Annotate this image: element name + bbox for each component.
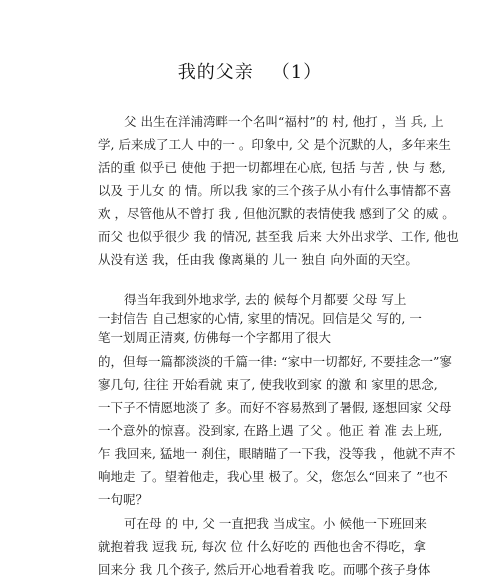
paragraph-line: 笔一划周正清爽, 仿佛每一个字都用了很大 [98, 330, 331, 345]
paragraph-line: 回来分 我 几个孩子, 然后开心地看着我 吃。而哪个孩子身体 [98, 562, 431, 577]
page-title [0, 58, 500, 84]
paragraph-2 [98, 290, 422, 347]
paragraph-line: 学, 后来成了工人 中的一 。印象中, 父 是个沉默的人，多年来生 [98, 137, 451, 152]
paragraph-4 [98, 512, 431, 581]
paragraph-3 [98, 350, 456, 511]
paragraph-line: 的，但每一篇都淡淡的千篇一律: “家中一切都好, 不要挂念一”寥 [98, 354, 452, 369]
paragraph-1 [98, 110, 459, 271]
paragraph-line: 一个意外的惊喜。没到家, 在路上遇 了父 。他正 着 准 去上班, [98, 423, 443, 438]
title-text: 我的父亲 [177, 62, 254, 83]
paragraph-line: 而父 也似乎很少 我 的情况, 甚至我 后来 大外出求学、工作, 他也 [98, 229, 459, 244]
paragraph-line: 一句呢？ [98, 492, 149, 507]
paragraph-line: 可在母 的 中, 父 一直把我 当成宝。小 候他一下班回来 [124, 516, 427, 531]
paragraph-line: 从没有送 我，任由我 像离巢的 儿一 独自 向外面的天空。 [98, 252, 418, 267]
paragraph-line: 活的重 似乎已 使他 于把一切都埋在心底, 包括 与苦 , 快 与 愁, [98, 160, 446, 175]
paragraph-line: 就抱着我 逗我 玩, 每次 位 什么好吃的 西他也舍不得吃，拿 [98, 539, 426, 554]
paragraph-line: 以及 于儿女 的 情。所以我 家的三个孩子从小有什么事情都不喜 [98, 183, 452, 198]
title-number: （1） [271, 62, 323, 83]
paragraph-line: 父 出生在洋浦湾畔一个名叫“福村”的 村, 他打 ，当 兵, 上 [124, 114, 444, 129]
paragraph-line: 乍 我回来, 猛地一 刹住，眼睛瞄了一下我，没等我 ，他就不声不 [98, 446, 456, 461]
paragraph-line: 响地走 了。望着他走，我心里 极了。父，您怎么“回来了 ”也不 [98, 469, 448, 484]
paragraph-line: 一下子不情愿地淡了 多。而好不容易熬到了暑假, 逐想回家 父母 [98, 400, 452, 415]
paragraph-line: 欢 ，尽管他从不曾打 我 , 但他沉默的表情使我 感到了父 的威 。 [98, 206, 455, 221]
paragraph-line: 寥几句, 往往 开始看就 束了, 使我收到家 的激 和 家里的思念, [98, 377, 438, 392]
paragraph-line: 一封信告 自己想家的心情, 家里的情况。回信是父 写的, 一 [98, 311, 422, 326]
paragraph-line: 得当年我到外地求学, 去的 候每个月都要 父母 写上 [124, 292, 407, 307]
